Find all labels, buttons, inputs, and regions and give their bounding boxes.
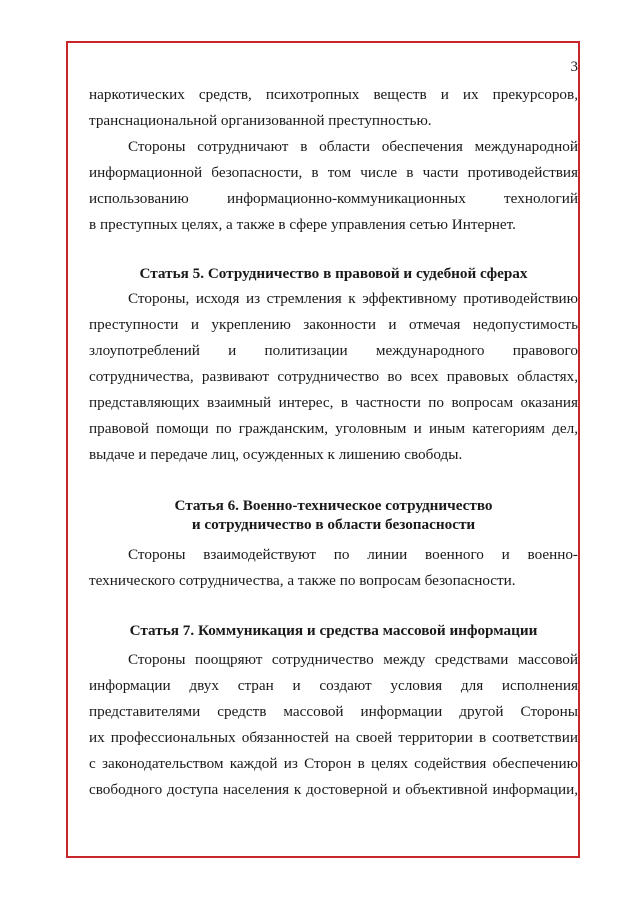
article-7-text-line-2: информации двух стран и создают условия для исполнения xyxy=(89,677,578,694)
article-6-heading-line-1: Статья 6. Военно-техническое сотрудничество xyxy=(174,497,493,514)
paragraph-infosec-line-2: информационной безопасности, в том числе в части противодействия xyxy=(89,164,578,181)
article-5-text-line-7: выдаче и передаче лиц, осужденных к лишению свободы. xyxy=(89,446,463,463)
article-6-text-line-1: Стороны взаимодействуют по линии военного и военно- xyxy=(128,546,578,563)
article-5-text-line-6: правовой помощи по гражданским, уголовным и иным категориям дел, xyxy=(89,420,578,437)
paragraph-continuation-line-2: транснациональной организованной преступностью. xyxy=(89,112,432,129)
article-7-heading: Статья 7. Коммуникация и средства массовой информации xyxy=(129,622,538,639)
article-7-text-line-4: их профессиональных обязанностей на своей территории в соответствии xyxy=(89,729,578,746)
article-5-heading: Статья 5. Сотрудничество в правовой и судебной сферах xyxy=(139,265,528,282)
page-number: 3 xyxy=(570,59,578,75)
paragraph-infosec-line-1: Стороны сотрудничают в области обеспечения международной xyxy=(128,138,578,155)
paragraph-continuation-line-1: наркотических средств, психотропных веществ и их прекурсоров, xyxy=(89,86,578,103)
article-7-text-line-3: представителями средств массовой информации другой Стороны xyxy=(89,703,578,720)
article-7-text-line-6: свободного доступа населения к достоверной и объективной информации, xyxy=(89,781,578,798)
article-7-text-line-1: Стороны поощряют сотрудничество между средствами массовой xyxy=(128,651,578,668)
article-5-text-line-4: сотрудничества, развивают сотрудничество во всех правовых областях, xyxy=(89,368,578,385)
article-6-heading-line-2: и сотрудничество в области безопасности xyxy=(191,516,476,533)
paragraph-infosec-line-4: в преступных целях, а также в сфере управления сетью Интернет. xyxy=(89,216,516,233)
article-5-text-line-1: Стороны, исходя из стремления к эффективному противодействию xyxy=(128,290,578,307)
document-body xyxy=(89,82,578,803)
article-5-text-line-3: злоупотреблений и политизации международного правового xyxy=(89,342,578,359)
article-6-text-line-2: технического сотрудничества, а также по вопросам безопасности. xyxy=(89,572,516,589)
article-5-text-line-5: представляющих взаимный интерес, в частности по вопросам оказания xyxy=(89,394,578,411)
article-5-text-line-2: преступности и укреплению законности и отмечая недопустимость xyxy=(89,316,578,333)
paragraph-infosec-line-3: использованию информационно-коммуникационных технологий xyxy=(89,190,578,207)
article-7-text-line-5: с законодательством каждой из Сторон в целях содействия обеспечению xyxy=(89,755,578,772)
